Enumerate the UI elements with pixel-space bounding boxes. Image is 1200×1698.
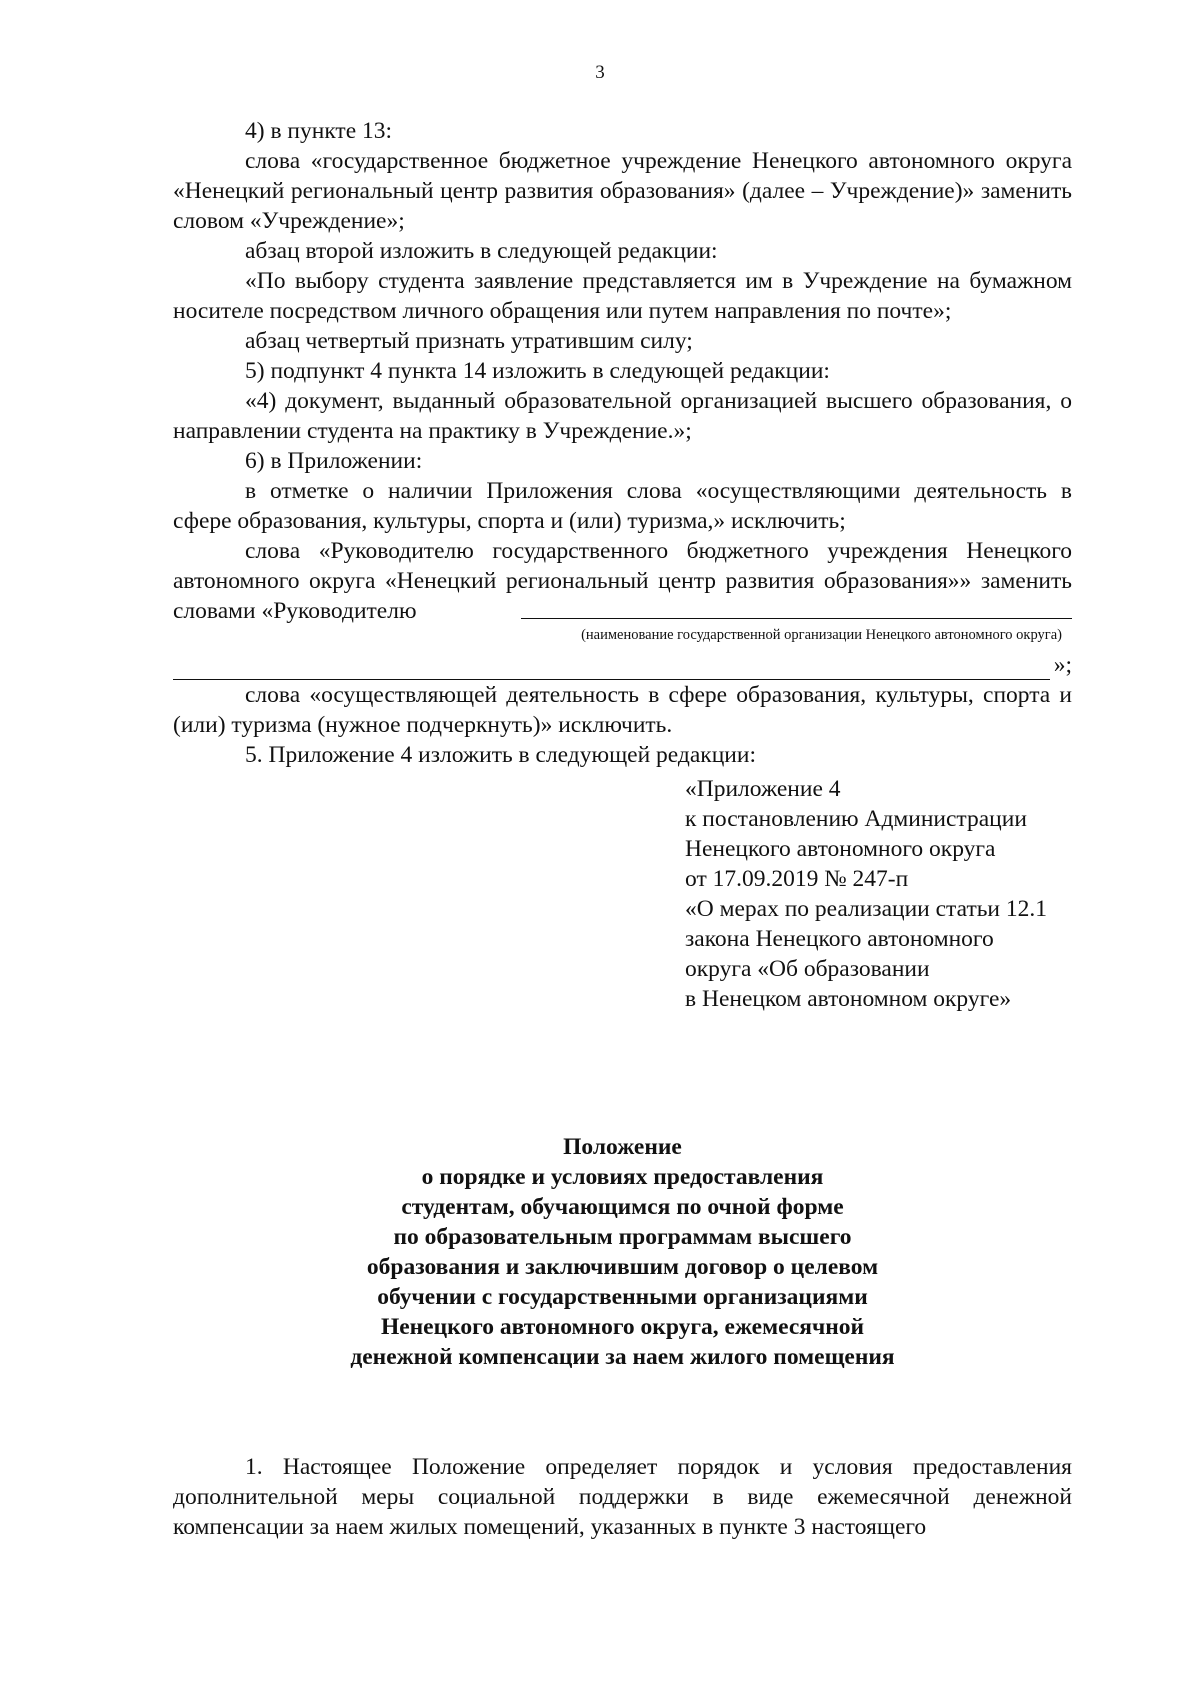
title-line: о порядке и условиях предоставления (421, 1164, 824, 1190)
title-line: Ненецкого автономного округа, ежемесячной (380, 1314, 865, 1340)
closing-quote: »; (1053, 652, 1072, 678)
regulation-title (173, 1132, 1072, 1372)
appendix-line: в Ненецком автономном округе» (685, 986, 1012, 1012)
paragraph (173, 536, 1072, 626)
paragraph: 5) подпункт 4 пункта 14 изложить в следующей редакции: (245, 358, 830, 384)
second-blank-row (173, 650, 1072, 680)
paragraph: «4) документ, выданный образовательной организацией высшего образования, о направлении студента на практику в Учреждение.»; (173, 388, 1072, 444)
paragraph-text: слова «Руководителю государственного бюджетного учреждения Ненецкого автономного округа «Ненецкий региональный центр развития образования»» заменить словами «Руководителю (173, 538, 1072, 624)
appendix-line: «Приложение 4 (685, 776, 841, 802)
paragraph: 1. Настоящее Положение определяет порядок и условия предоставления дополнительной меры социальной поддержки в виде ежемесячной денежной компенсации за наем жилых помещений, указанных в пункте 3 настоящего (173, 1454, 1072, 1540)
appendix-line: «О мерах по реализации статьи 12.1 (685, 896, 1048, 922)
appendix-line: Ненецкого автономного округа (685, 836, 996, 862)
replacement-phrase-row (173, 536, 1072, 626)
title-line: по образовательным программам высшего (393, 1224, 852, 1250)
appendix-reference-block (685, 774, 1072, 1014)
appendix-line: к постановлению Администрации (685, 806, 1027, 832)
paragraph: 6) в Приложении: (245, 448, 423, 474)
blank-line (521, 618, 1072, 619)
paragraph: 5. Приложение 4 изложить в следующей редакции: (245, 742, 756, 768)
paragraph: в отметке о наличии Приложения слова «осуществляющими деятельность в сфере образования, культуры, спорта и (или) туризма,» исключить; (173, 478, 1072, 534)
document-body (173, 116, 1072, 1542)
paragraph: слова «государственное бюджетное учреждение Ненецкого автономного округа «Ненецкий региональный центр развития образования» (далее – Учреждение)» заменить словом «Учреждение»; (173, 148, 1072, 234)
appendix-line: от 17.09.2019 № 247-п (685, 866, 909, 892)
blank-line (173, 657, 1050, 680)
blank-caption: (наименование государственной организации Ненецкого автономного округа) (581, 627, 1062, 643)
title-line: денежной компенсации за наем жилого помещения (350, 1344, 895, 1370)
paragraph: слова «осуществляющей деятельность в сфере образования, культуры, спорта и (или) туризма (нужное подчеркнуть)» исключить. (173, 682, 1072, 738)
title-line: обучении с государственными организациями (377, 1284, 868, 1310)
title-line: Положение (563, 1134, 682, 1160)
paragraph: «По выбору студента заявление представляется им в Учреждение на бумажном носителе посредством личного обращения или путем направления по почте»; (173, 268, 1072, 324)
paragraph: абзац четвертый признать утратившим силу; (245, 328, 693, 354)
appendix-line: округа «Об образовании (685, 956, 930, 982)
appendix-line: закона Ненецкого автономного (685, 926, 994, 952)
title-line: студентам, обучающимся по очной форме (401, 1194, 844, 1220)
page-number: 3 (595, 62, 605, 83)
title-line: образования и заключившим договор о целевом (366, 1254, 879, 1280)
paragraph: абзац второй изложить в следующей редакции: (245, 238, 718, 264)
paragraph: 4) в пункте 13: (245, 118, 393, 144)
